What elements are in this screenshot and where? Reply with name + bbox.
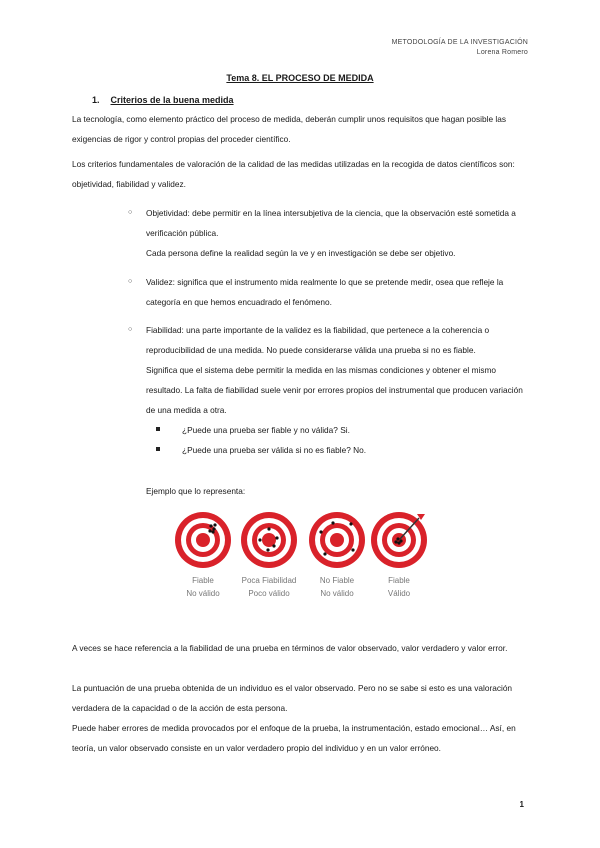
intro-paragraph: La tecnología, como elemento práctico del proceso de medida, deberán cumplir unos requisitos que hagan posible las exigencias de rigor y control propias del proceder científico. bbox=[72, 114, 507, 144]
question-item bbox=[156, 420, 528, 440]
target-label-1: Poca Fiabilidad bbox=[241, 576, 297, 585]
target-icon bbox=[369, 510, 429, 570]
closing-paragraph-2: La puntuación de una prueba obtenida de un individuo es el valor observado. Pero no se sabe si esto es una valoración verdadera de la capacidad o de la acción de esta persona. bbox=[72, 683, 513, 713]
question-text: ¿Puede una prueba ser válida si no es fiable? No. bbox=[182, 445, 367, 455]
target-poca-fiabilidad bbox=[236, 510, 302, 600]
target-no-fiable bbox=[304, 510, 370, 600]
target-illustrations bbox=[170, 510, 440, 610]
target-fiable-valido bbox=[366, 510, 432, 600]
page-number: 1 bbox=[519, 800, 524, 809]
target-icon bbox=[239, 510, 299, 570]
target-label-2: Poco válido bbox=[248, 589, 290, 598]
closing-paragraph-1: A veces se hace referencia a la fiabilidad de una prueba en términos de valor observado, valor verdadero y valor error. bbox=[72, 643, 508, 653]
target-label-2: No válido bbox=[320, 589, 354, 598]
header-course: METODOLOGÍA DE LA INVESTIGACIÓN bbox=[391, 39, 528, 46]
target-label-2: No válido bbox=[186, 589, 220, 598]
fiabilidad-extra: Significa que el sistema debe permitir la medida en las mismas condiciones y obtener el mismo resultado. La falta de fiabilidad suele venir por errores propios del instrumental que producen variación de una medida a otra. bbox=[146, 365, 523, 415]
target-label-1: No Fiable bbox=[319, 576, 355, 585]
target-label-1: Fiable bbox=[388, 576, 410, 585]
fiabilidad-text: Fiabilidad: una parte importante de la validez es la fiabilidad, que pertenece a la coherencia o reproducibilidad de una medida. No puede considerarse válida una prueba si no es fiable. bbox=[146, 325, 490, 355]
square-bullet-icon bbox=[156, 447, 160, 451]
criteria-paragraph: Los criterios fundamentales de valoración de la calidad de las medidas utilizadas en la recogida de datos científicos son: objetividad, fiabilidad y validez. bbox=[72, 159, 515, 189]
target-icon bbox=[173, 510, 233, 570]
circle-bullet-icon: ○ bbox=[128, 209, 133, 216]
validez-text: Validez: significa que el instrumento mida realmente lo que se pretende medir, osea que refleje la categoría en que hemos encuadrado el fenómeno. bbox=[146, 277, 504, 307]
bullet-validez bbox=[128, 272, 528, 312]
objetividad-text: Objetividad: debe permitir en la línea intersubjetiva de la ciencia, que la observación esté sometida a verificación pública. bbox=[146, 208, 516, 238]
question-text: ¿Puede una prueba ser fiable y no válida? Si. bbox=[182, 425, 350, 435]
target-label-2: Válido bbox=[387, 589, 411, 598]
example-label: Ejemplo que lo representa: bbox=[146, 486, 246, 496]
target-fiable-no-valido bbox=[170, 510, 236, 600]
circle-bullet-icon: ○ bbox=[128, 326, 133, 333]
header-author: Lorena Romero bbox=[476, 49, 528, 56]
question-item bbox=[156, 440, 528, 460]
bullet-objetividad bbox=[128, 203, 528, 263]
bullet-fiabilidad bbox=[128, 320, 528, 460]
section-title: Criterios de la buena medida bbox=[110, 95, 234, 105]
circle-bullet-icon: ○ bbox=[128, 278, 133, 285]
target-icon bbox=[307, 510, 367, 570]
section-heading bbox=[92, 95, 234, 105]
square-bullet-icon bbox=[156, 427, 160, 431]
closing-paragraph-3: Puede haber errores de medida provocados por el enfoque de la prueba, la instrumentación, estado emocional… Así, en teoría, un valor observado consiste en un valor verdadero propio del individuo y en un valor erróneo. bbox=[72, 723, 516, 753]
section-number: 1. bbox=[92, 95, 100, 105]
page-title: Tema 8. EL PROCESO DE MEDIDA bbox=[226, 73, 374, 83]
objetividad-extra: Cada persona define la realidad según la ve y en investigación se debe ser objetivo. bbox=[146, 248, 456, 258]
page-header bbox=[392, 38, 528, 58]
target-label-1: Fiable bbox=[192, 576, 214, 585]
